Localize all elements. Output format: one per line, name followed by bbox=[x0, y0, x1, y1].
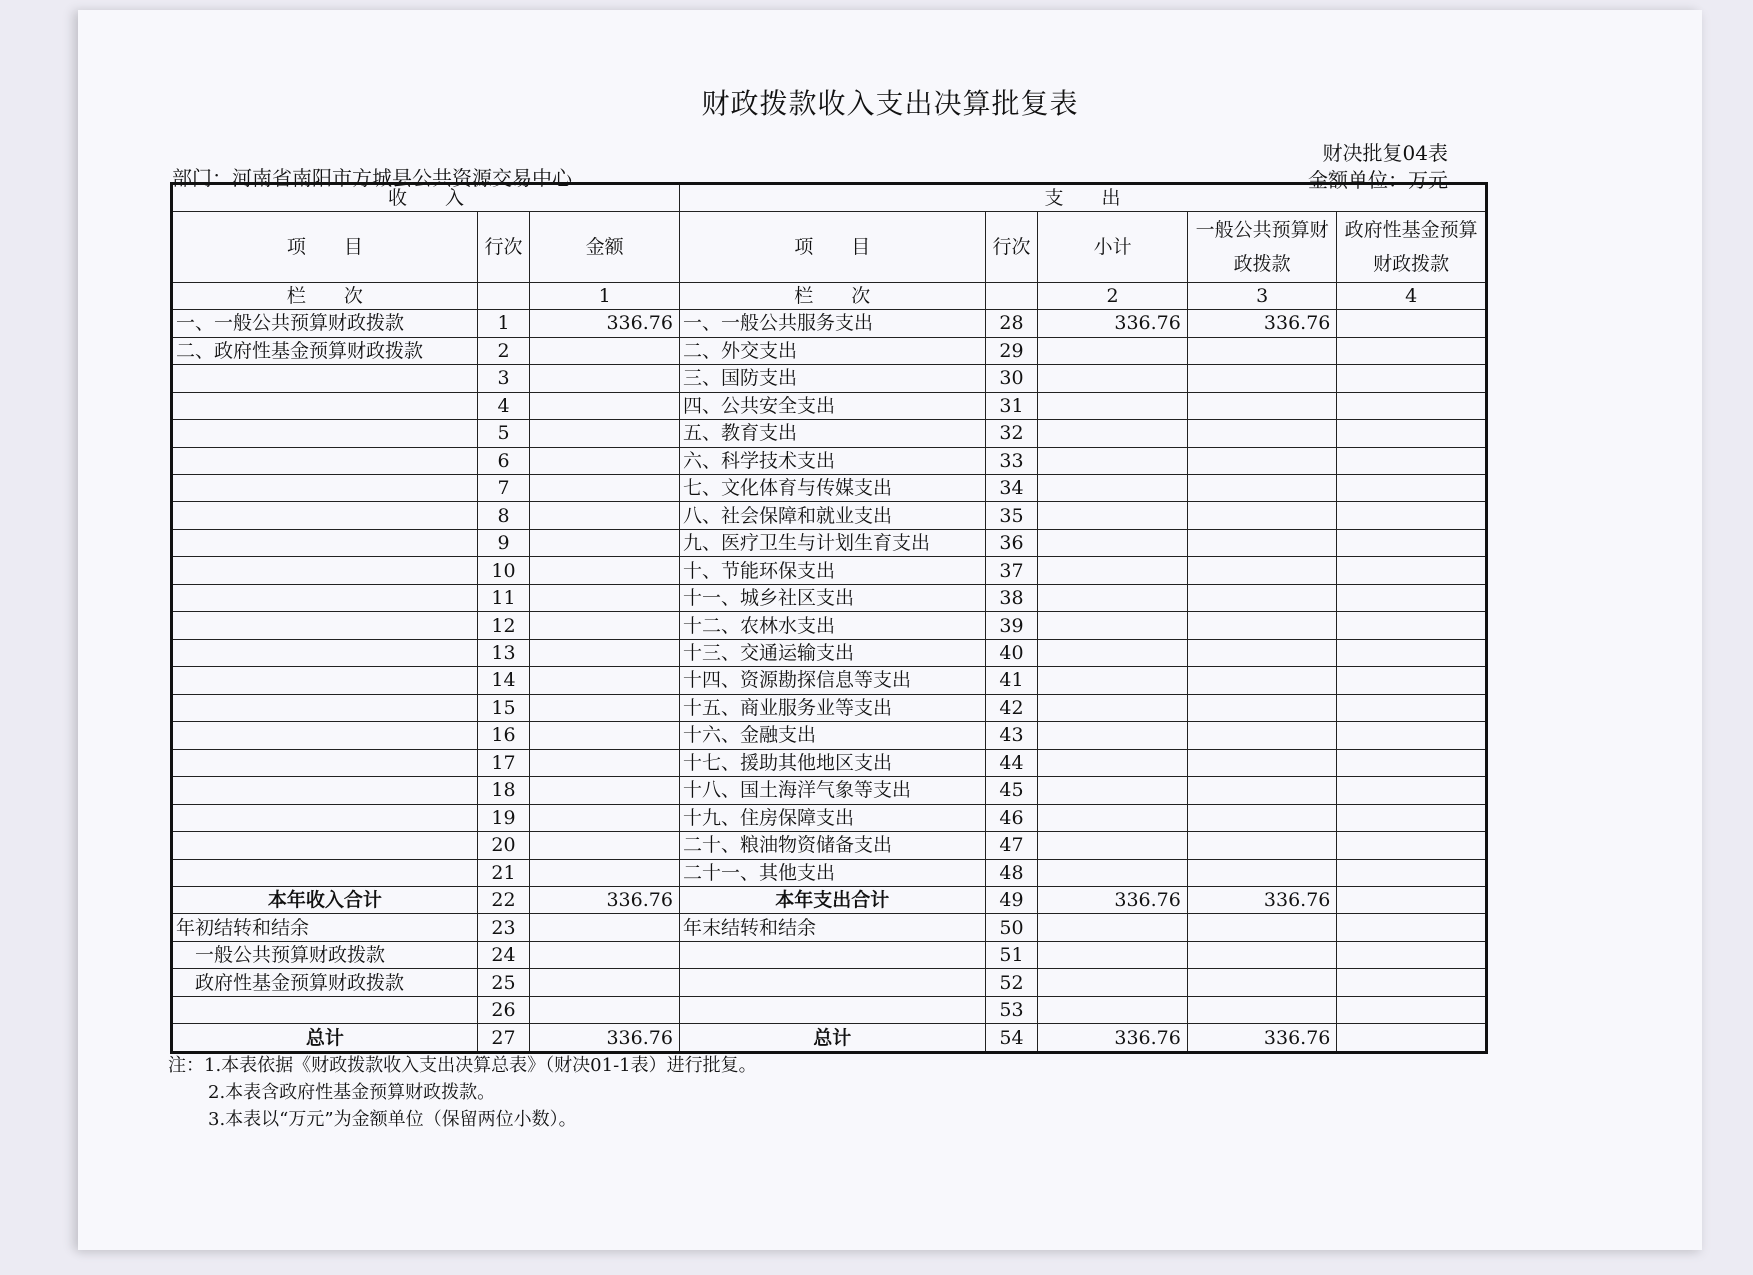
income-amount-cell bbox=[530, 584, 680, 611]
general-public-cell bbox=[1187, 832, 1337, 859]
subtotal-cell bbox=[1038, 529, 1188, 556]
general-public-cell bbox=[1187, 969, 1337, 996]
document-sheet bbox=[78, 10, 1702, 1250]
income-item-cell bbox=[172, 749, 478, 776]
subtotal-cell bbox=[1038, 639, 1188, 666]
expense-item-cell: 十六、金融支出 bbox=[679, 722, 985, 749]
expense-row-no-cell: 54 bbox=[985, 1024, 1038, 1053]
income-item-cell bbox=[172, 365, 478, 392]
table-row bbox=[172, 365, 1487, 392]
column-index-1: 1 bbox=[530, 282, 680, 309]
general-public-cell bbox=[1187, 777, 1337, 804]
subtotal-cell bbox=[1038, 420, 1188, 447]
general-public-header: 一般公共预算财政拨款 bbox=[1187, 212, 1337, 282]
gov-fund-cell bbox=[1337, 941, 1487, 968]
income-amount-cell bbox=[530, 804, 680, 831]
income-row-no-cell: 26 bbox=[477, 996, 530, 1023]
income-amount-cell bbox=[530, 996, 680, 1023]
table-row bbox=[172, 392, 1487, 419]
income-row-no-cell: 7 bbox=[477, 474, 530, 501]
subtotal-cell bbox=[1038, 557, 1188, 584]
expense-item-cell: 十七、援助其他地区支出 bbox=[679, 749, 985, 776]
expense-row-no-cell: 36 bbox=[985, 529, 1038, 556]
general-public-cell bbox=[1187, 804, 1337, 831]
gov-fund-cell bbox=[1337, 337, 1487, 364]
expense-item-cell: 三、国防支出 bbox=[679, 365, 985, 392]
expense-row-no-cell: 42 bbox=[985, 694, 1038, 721]
income-row-no-cell: 4 bbox=[477, 392, 530, 419]
expense-item-cell: 八、社会保障和就业支出 bbox=[679, 502, 985, 529]
income-amount-cell bbox=[530, 502, 680, 529]
expense-row-no-cell: 32 bbox=[985, 420, 1038, 447]
expense-row-no-cell: 30 bbox=[985, 365, 1038, 392]
gov-fund-cell bbox=[1337, 365, 1487, 392]
expense-row-no-cell: 39 bbox=[985, 612, 1038, 639]
income-item-cell bbox=[172, 639, 478, 666]
income-amount-cell bbox=[530, 474, 680, 501]
expense-item-cell: 二十一、其他支出 bbox=[679, 859, 985, 886]
expense-row-no-cell: 41 bbox=[985, 667, 1038, 694]
expense-row-no-cell: 51 bbox=[985, 941, 1038, 968]
expense-item-cell: 九、医疗卫生与计划生育支出 bbox=[679, 529, 985, 556]
gov-fund-cell bbox=[1337, 1024, 1487, 1053]
table-row bbox=[172, 832, 1487, 859]
subtotal-cell bbox=[1038, 749, 1188, 776]
expense-row-no-cell: 50 bbox=[985, 914, 1038, 941]
expense-row-no-cell: 45 bbox=[985, 777, 1038, 804]
gov-fund-cell bbox=[1337, 914, 1487, 941]
expense-item-cell: 总计 bbox=[679, 1024, 985, 1053]
table-row bbox=[172, 612, 1487, 639]
empty-cell bbox=[477, 282, 530, 309]
table-row bbox=[172, 859, 1487, 886]
subtotal-cell bbox=[1038, 777, 1188, 804]
income-item-cell: 本年收入合计 bbox=[172, 887, 478, 914]
table-row bbox=[172, 749, 1487, 776]
expense-item-cell: 二十、粮油物资储备支出 bbox=[679, 832, 985, 859]
subtotal-cell bbox=[1038, 859, 1188, 886]
table-row bbox=[172, 584, 1487, 611]
income-row-no-cell: 15 bbox=[477, 694, 530, 721]
gov-fund-cell bbox=[1337, 502, 1487, 529]
income-item-cell bbox=[172, 557, 478, 584]
income-amount-cell bbox=[530, 969, 680, 996]
general-public-cell bbox=[1187, 722, 1337, 749]
gov-fund-cell bbox=[1337, 447, 1487, 474]
general-public-cell bbox=[1187, 474, 1337, 501]
income-item-cell bbox=[172, 832, 478, 859]
expense-item-cell bbox=[679, 969, 985, 996]
expense-row-no-cell: 37 bbox=[985, 557, 1038, 584]
subtotal-cell: 336.76 bbox=[1038, 310, 1188, 337]
income-amount-cell bbox=[530, 722, 680, 749]
footnotes bbox=[168, 1052, 757, 1133]
gov-fund-cell bbox=[1337, 474, 1487, 501]
table-row bbox=[172, 1024, 1487, 1053]
expense-item-cell bbox=[679, 941, 985, 968]
income-item-cell bbox=[172, 392, 478, 419]
table-row bbox=[172, 502, 1487, 529]
table-row bbox=[172, 310, 1487, 337]
income-amount-cell bbox=[530, 914, 680, 941]
income-row-no-cell: 10 bbox=[477, 557, 530, 584]
income-row-no-cell: 9 bbox=[477, 529, 530, 556]
expense-item-header: 项 目 bbox=[679, 212, 985, 282]
expense-section-header: 支 出 bbox=[679, 184, 1486, 212]
income-amount-cell bbox=[530, 639, 680, 666]
income-row-no-cell: 6 bbox=[477, 447, 530, 474]
income-amount-cell bbox=[530, 392, 680, 419]
income-item-cell bbox=[172, 502, 478, 529]
income-amount-cell: 336.76 bbox=[530, 310, 680, 337]
general-public-cell bbox=[1187, 667, 1337, 694]
income-column-label: 栏 次 bbox=[172, 282, 478, 309]
income-item-cell bbox=[172, 612, 478, 639]
table-row bbox=[172, 529, 1487, 556]
empty-cell bbox=[985, 282, 1038, 309]
income-amount-cell bbox=[530, 612, 680, 639]
income-amount-cell bbox=[530, 832, 680, 859]
income-amount-cell bbox=[530, 529, 680, 556]
expense-row-no-cell: 53 bbox=[985, 996, 1038, 1023]
expense-item-cell: 十一、城乡社区支出 bbox=[679, 584, 985, 611]
table-row bbox=[172, 639, 1487, 666]
general-public-cell bbox=[1187, 502, 1337, 529]
income-section-header: 收 入 bbox=[172, 184, 680, 212]
expense-row-no-cell: 29 bbox=[985, 337, 1038, 364]
gov-fund-cell bbox=[1337, 777, 1487, 804]
income-item-header: 项 目 bbox=[172, 212, 478, 282]
income-item-cell: 年初结转和结余 bbox=[172, 914, 478, 941]
general-public-cell: 336.76 bbox=[1187, 1024, 1337, 1053]
income-row-no-cell: 8 bbox=[477, 502, 530, 529]
expense-item-cell: 十、节能环保支出 bbox=[679, 557, 985, 584]
general-public-cell bbox=[1187, 639, 1337, 666]
income-row-no-cell: 24 bbox=[477, 941, 530, 968]
column-index-4: 4 bbox=[1337, 282, 1487, 309]
gov-fund-cell bbox=[1337, 804, 1487, 831]
income-row-no-cell: 1 bbox=[477, 310, 530, 337]
general-public-cell bbox=[1187, 420, 1337, 447]
table-row bbox=[172, 337, 1487, 364]
column-index-2: 2 bbox=[1038, 282, 1188, 309]
income-item-cell bbox=[172, 722, 478, 749]
expense-row-no-cell: 40 bbox=[985, 639, 1038, 666]
income-amount-cell: 336.76 bbox=[530, 887, 680, 914]
income-row-no-cell: 25 bbox=[477, 969, 530, 996]
income-item-cell: 一般公共预算财政拨款 bbox=[172, 941, 478, 968]
table-row bbox=[172, 557, 1487, 584]
income-row-no-cell: 3 bbox=[477, 365, 530, 392]
expense-row-no-cell: 28 bbox=[985, 310, 1038, 337]
amount-unit: 金额单位：万元 bbox=[1308, 168, 1448, 192]
gov-fund-cell bbox=[1337, 694, 1487, 721]
income-item-cell: 二、政府性基金预算财政拨款 bbox=[172, 337, 478, 364]
income-row-no-cell: 19 bbox=[477, 804, 530, 831]
general-public-cell bbox=[1187, 447, 1337, 474]
gov-fund-cell bbox=[1337, 584, 1487, 611]
expense-item-cell: 五、教育支出 bbox=[679, 420, 985, 447]
general-public-cell bbox=[1187, 914, 1337, 941]
gov-fund-cell bbox=[1337, 887, 1487, 914]
table-row bbox=[172, 914, 1487, 941]
gov-fund-header: 政府性基金预算财政拨款 bbox=[1337, 212, 1487, 282]
gov-fund-cell bbox=[1337, 392, 1487, 419]
income-item-cell: 一、一般公共预算财政拨款 bbox=[172, 310, 478, 337]
department-label: 部门：河南省南阳市方城县公共资源交易中心 bbox=[172, 166, 572, 190]
expense-row-no-cell: 33 bbox=[985, 447, 1038, 474]
subtotal-cell bbox=[1038, 996, 1188, 1023]
expense-row-no-cell: 46 bbox=[985, 804, 1038, 831]
gov-fund-cell bbox=[1337, 749, 1487, 776]
income-amount-cell bbox=[530, 337, 680, 364]
subtotal-cell bbox=[1038, 365, 1188, 392]
income-amount-cell bbox=[530, 694, 680, 721]
income-item-cell: 政府性基金预算财政拨款 bbox=[172, 969, 478, 996]
income-row-no-cell: 12 bbox=[477, 612, 530, 639]
income-row-no-cell: 2 bbox=[477, 337, 530, 364]
income-item-cell bbox=[172, 529, 478, 556]
income-amount-cell bbox=[530, 557, 680, 584]
expense-row-no-cell: 48 bbox=[985, 859, 1038, 886]
expense-item-cell: 十九、住房保障支出 bbox=[679, 804, 985, 831]
general-public-cell bbox=[1187, 557, 1337, 584]
gov-fund-cell bbox=[1337, 529, 1487, 556]
income-item-cell bbox=[172, 777, 478, 804]
gov-fund-cell bbox=[1337, 996, 1487, 1023]
table-row bbox=[172, 722, 1487, 749]
income-row-no-header: 行次 bbox=[477, 212, 530, 282]
expense-row-no-cell: 49 bbox=[985, 887, 1038, 914]
income-amount-cell bbox=[530, 777, 680, 804]
income-row-no-cell: 5 bbox=[477, 420, 530, 447]
note-3: 3.本表以“万元”为金额单位（保留两位小数）。 bbox=[208, 1109, 577, 1130]
expense-column-label: 栏 次 bbox=[679, 282, 985, 309]
income-amount-cell bbox=[530, 447, 680, 474]
income-item-cell bbox=[172, 996, 478, 1023]
expense-item-cell: 四、公共安全支出 bbox=[679, 392, 985, 419]
income-row-no-cell: 13 bbox=[477, 639, 530, 666]
table-row bbox=[172, 804, 1487, 831]
column-index-3: 3 bbox=[1187, 282, 1337, 309]
table-row bbox=[172, 447, 1487, 474]
subtotal-cell bbox=[1038, 694, 1188, 721]
income-row-no-cell: 16 bbox=[477, 722, 530, 749]
income-amount-cell: 336.76 bbox=[530, 1024, 680, 1053]
income-item-cell bbox=[172, 694, 478, 721]
expense-row-no-cell: 38 bbox=[985, 584, 1038, 611]
expense-row-no-cell: 44 bbox=[985, 749, 1038, 776]
gov-fund-cell bbox=[1337, 420, 1487, 447]
expense-item-cell: 十五、商业服务业等支出 bbox=[679, 694, 985, 721]
table-row bbox=[172, 941, 1487, 968]
column-index-row bbox=[172, 282, 1487, 309]
expense-item-cell: 二、外交支出 bbox=[679, 337, 985, 364]
general-public-cell bbox=[1187, 612, 1337, 639]
expense-item-cell: 本年支出合计 bbox=[679, 887, 985, 914]
subtotal-cell bbox=[1038, 337, 1188, 364]
gov-fund-cell bbox=[1337, 859, 1487, 886]
page-title: 财政拨款收入支出决算批复表 bbox=[701, 87, 1079, 120]
income-item-cell bbox=[172, 420, 478, 447]
expense-row-no-cell: 47 bbox=[985, 832, 1038, 859]
table-row bbox=[172, 777, 1487, 804]
expense-row-no-cell: 43 bbox=[985, 722, 1038, 749]
subtotal-cell bbox=[1038, 969, 1188, 996]
expense-item-cell: 十四、资源勘探信息等支出 bbox=[679, 667, 985, 694]
gov-fund-cell bbox=[1337, 832, 1487, 859]
income-amount-header: 金额 bbox=[530, 212, 680, 282]
table-row bbox=[172, 969, 1487, 996]
subtotal-cell bbox=[1038, 392, 1188, 419]
income-item-cell bbox=[172, 804, 478, 831]
expense-item-cell: 六、科学技术支出 bbox=[679, 447, 985, 474]
subtotal-cell bbox=[1038, 832, 1188, 859]
general-public-cell bbox=[1187, 694, 1337, 721]
subtotal-cell bbox=[1038, 584, 1188, 611]
subtotal-cell bbox=[1038, 667, 1188, 694]
income-row-no-cell: 20 bbox=[477, 832, 530, 859]
subtotal-header: 小计 bbox=[1038, 212, 1188, 282]
table-row bbox=[172, 474, 1487, 501]
expense-row-no-cell: 35 bbox=[985, 502, 1038, 529]
expense-row-no-cell: 52 bbox=[985, 969, 1038, 996]
expense-row-no-cell: 31 bbox=[985, 392, 1038, 419]
income-amount-cell bbox=[530, 420, 680, 447]
income-item-cell bbox=[172, 474, 478, 501]
income-row-no-cell: 17 bbox=[477, 749, 530, 776]
note-1: 注：1.本表依据《财政拨款收入支出决算总表》（财决01-1表）进行批复。 bbox=[168, 1055, 757, 1076]
income-row-no-cell: 14 bbox=[477, 667, 530, 694]
general-public-cell bbox=[1187, 749, 1337, 776]
gov-fund-cell bbox=[1337, 639, 1487, 666]
income-item-cell bbox=[172, 667, 478, 694]
note-2: 2.本表含政府性基金预算财政拨款。 bbox=[208, 1082, 496, 1103]
form-code: 财决批复04表 bbox=[1322, 141, 1448, 165]
income-item-cell: 总计 bbox=[172, 1024, 478, 1053]
table-row bbox=[172, 996, 1487, 1023]
expense-row-no-header: 行次 bbox=[985, 212, 1038, 282]
income-row-no-cell: 18 bbox=[477, 777, 530, 804]
general-public-cell bbox=[1187, 529, 1337, 556]
subtotal-cell bbox=[1038, 474, 1188, 501]
general-public-cell: 336.76 bbox=[1187, 887, 1337, 914]
income-item-cell bbox=[172, 447, 478, 474]
general-public-cell bbox=[1187, 392, 1337, 419]
income-amount-cell bbox=[530, 859, 680, 886]
general-public-cell bbox=[1187, 584, 1337, 611]
gov-fund-cell bbox=[1337, 667, 1487, 694]
table-row bbox=[172, 667, 1487, 694]
general-public-cell bbox=[1187, 996, 1337, 1023]
expense-item-cell: 十三、交通运输支出 bbox=[679, 639, 985, 666]
income-row-no-cell: 23 bbox=[477, 914, 530, 941]
income-item-cell bbox=[172, 584, 478, 611]
subtotal-cell: 336.76 bbox=[1038, 887, 1188, 914]
expense-item-cell bbox=[679, 996, 985, 1023]
subtotal-cell bbox=[1038, 722, 1188, 749]
expense-item-cell: 七、文化体育与传媒支出 bbox=[679, 474, 985, 501]
income-row-no-cell: 22 bbox=[477, 887, 530, 914]
expense-item-cell: 年末结转和结余 bbox=[679, 914, 985, 941]
general-public-cell bbox=[1187, 365, 1337, 392]
general-public-cell bbox=[1187, 941, 1337, 968]
general-public-cell: 336.76 bbox=[1187, 310, 1337, 337]
subtotal-cell bbox=[1038, 941, 1188, 968]
table-row bbox=[172, 887, 1487, 914]
table-row bbox=[172, 420, 1487, 447]
subtotal-cell bbox=[1038, 502, 1188, 529]
gov-fund-cell bbox=[1337, 310, 1487, 337]
gov-fund-cell bbox=[1337, 612, 1487, 639]
gov-fund-cell bbox=[1337, 557, 1487, 584]
subtotal-cell bbox=[1038, 804, 1188, 831]
income-row-no-cell: 11 bbox=[477, 584, 530, 611]
table-row bbox=[172, 694, 1487, 721]
income-amount-cell bbox=[530, 365, 680, 392]
general-public-cell bbox=[1187, 859, 1337, 886]
subtotal-cell bbox=[1038, 447, 1188, 474]
subtotal-cell: 336.76 bbox=[1038, 1024, 1188, 1053]
gov-fund-cell bbox=[1337, 969, 1487, 996]
expense-item-cell: 十二、农林水支出 bbox=[679, 612, 985, 639]
expense-item-cell: 一、一般公共服务支出 bbox=[679, 310, 985, 337]
income-amount-cell bbox=[530, 667, 680, 694]
income-amount-cell bbox=[530, 941, 680, 968]
column-header-row bbox=[172, 212, 1487, 282]
expense-item-cell: 十八、国土海洋气象等支出 bbox=[679, 777, 985, 804]
income-item-cell bbox=[172, 859, 478, 886]
income-row-no-cell: 21 bbox=[477, 859, 530, 886]
subtotal-cell bbox=[1038, 612, 1188, 639]
general-public-cell bbox=[1187, 337, 1337, 364]
section-header-row bbox=[172, 184, 1487, 212]
income-row-no-cell: 27 bbox=[477, 1024, 530, 1053]
income-amount-cell bbox=[530, 749, 680, 776]
subtotal-cell bbox=[1038, 914, 1188, 941]
budget-table bbox=[170, 182, 1488, 1054]
gov-fund-cell bbox=[1337, 722, 1487, 749]
expense-row-no-cell: 34 bbox=[985, 474, 1038, 501]
